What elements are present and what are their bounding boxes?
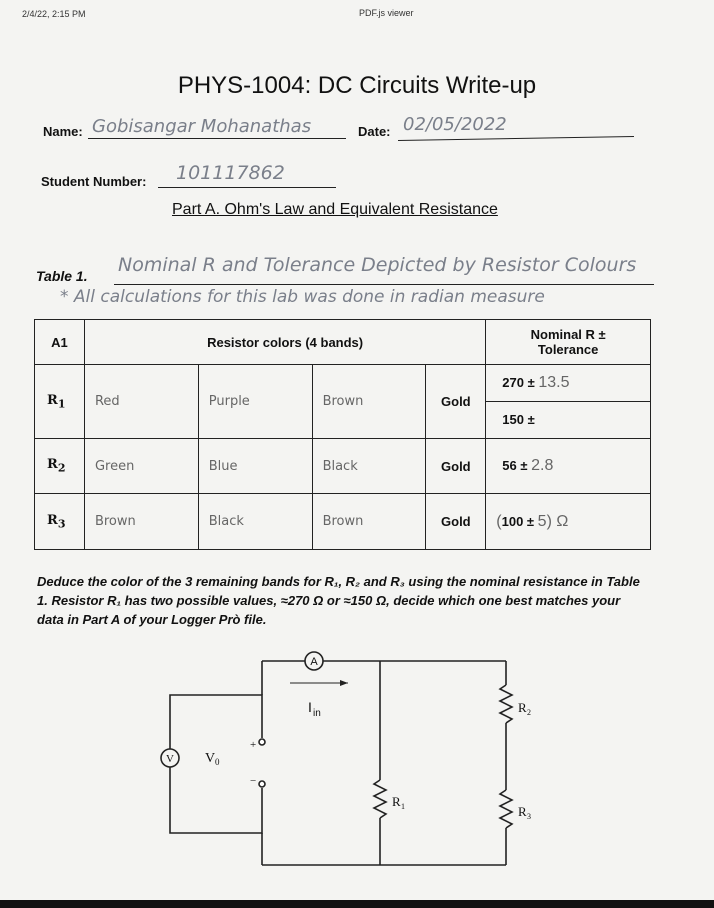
plus-sign: + [250,739,257,751]
header-nominal [486,320,651,365]
table-row [35,439,651,494]
band-3: Black [312,439,426,494]
resistor-table [34,319,651,550]
band-1: Red [84,365,198,439]
print-title: PDF.js viewer [359,8,414,18]
student-number-line [158,187,336,188]
r2-zigzag [500,685,512,723]
band-4: Gold [426,439,486,494]
ammeter-label: A [310,656,318,668]
r3-label: R [518,804,527,819]
date-label: Date: [358,124,391,139]
r2-label: R [518,700,527,715]
band-2: Blue [198,439,312,494]
band-2: Purple [198,365,312,439]
current-label: I [308,699,312,715]
band-3: Brown [312,365,426,439]
table-row [35,494,651,550]
header-nominal-line1: Nominal R ± [530,327,606,342]
nominal-cell: 56 ± 2.8 [486,439,651,494]
voltmeter-label: V [166,753,174,765]
table-label: Table 1. [36,268,88,284]
band-1: Brown [84,494,198,550]
name-line [88,138,346,139]
r1-label: R [392,794,401,809]
table-row [35,365,651,439]
date-value: 02/05/2022 [403,114,507,135]
source-sub: 0 [215,757,220,767]
terminal-minus [259,781,265,787]
calc-note: * All calculations for this lab was done in radian measure [60,287,545,307]
band-2: Black [198,494,312,550]
r1-sub: 1 [401,802,405,811]
row-label: $R_1$ [35,365,85,439]
student-number-value: 101117862 [176,162,285,184]
student-number-label: Student Number: [41,174,147,189]
scan-edge [0,900,714,908]
r3-zigzag [500,790,512,828]
header-nominal-line2: Tolerance [537,342,599,357]
nominal-option-b: 150 ± [486,401,650,438]
table-caption: Nominal R and Tolerance Depicted by Resistor Colours [118,254,637,276]
nominal-option-a: 270 ± 13.5 [502,374,570,391]
current-arrow [340,680,348,686]
current-sub: in [313,708,321,719]
band-3: Brown [312,494,426,550]
instructions-paragraph: Deduce the color of the 3 remaining bands for R₁, R₂ and R₃ using the nominal resistance in Table 1. Resistor R₁ has two possible values, ≈270 Ω or ≈150 Ω, decide which one best matches your data in Part A of your Logger Prò file. [37,574,640,627]
minus-sign: − [250,775,257,787]
name-value: Gobisangar Mohanathas [92,116,312,137]
circuit-diagram [140,640,580,880]
header-a1: A1 [35,320,85,365]
print-timestamp: 2/4/22, 2:15 PM [22,9,86,19]
row-label: $R_3$ [35,494,85,550]
source-label: V [205,751,216,766]
nominal-cell [486,365,651,439]
band-4: Gold [426,494,486,550]
r2-sub: 2 [527,708,531,717]
table-header-row [35,320,651,365]
terminal-plus [259,739,265,745]
page-title: PHYS-1004: DC Circuits Write-up [177,72,537,99]
r3-sub: 3 [527,812,531,821]
band-1: Green [84,439,198,494]
band-4: Gold [426,365,486,439]
table-caption-line [114,284,654,285]
part-heading: Part A. Ohm's Law and Equivalent Resistance [172,201,498,218]
date-line [398,136,634,141]
row-label: $R_2$ [35,439,85,494]
nominal-cell: (100 ± 5) Ω [486,494,651,550]
header-colors: Resistor colors (4 bands) [84,320,485,365]
r1-zigzag [374,780,386,818]
name-label: Name: [43,124,83,139]
